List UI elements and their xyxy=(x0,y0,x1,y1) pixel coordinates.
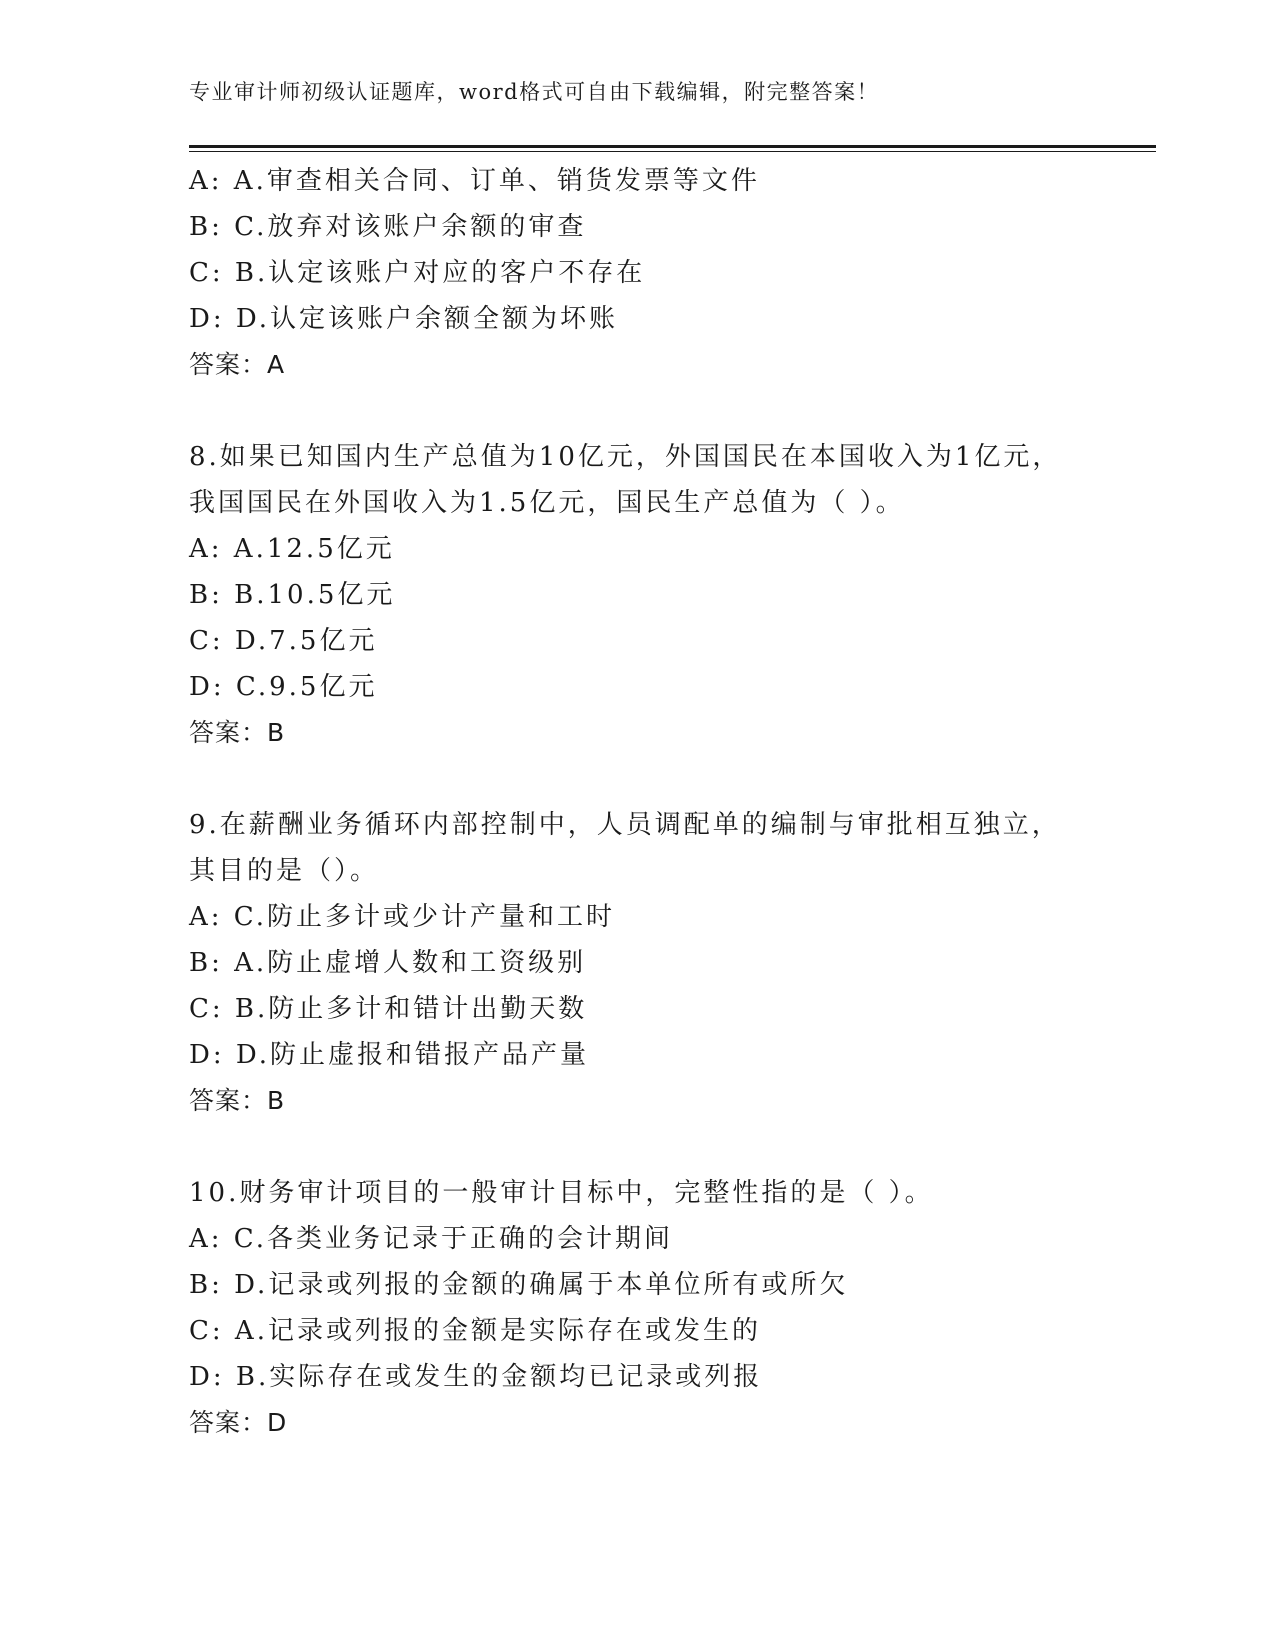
answer-line: 答案：B xyxy=(189,718,286,747)
option-c: C: B.防止多计和错计出勤天数 xyxy=(189,994,588,1024)
option-d: D: C.9.5亿元 xyxy=(189,672,378,702)
spacer xyxy=(189,1124,1179,1170)
question-stem: 10.财务审计项目的一般审计目标中，完整性指的是（ ）。 xyxy=(189,1178,934,1208)
question-7-block xyxy=(189,158,1179,388)
question-stem: 9.在薪酬业务循环内部控制中，人员调配单的编制与审批相互独立， xyxy=(189,810,1061,840)
question-stem: 8.如果已知国内生产总值为10亿元，外国国民在本国收入为1亿元， xyxy=(189,442,1062,472)
question-10-block xyxy=(189,1170,1179,1446)
option-a: A: A.12.5亿元 xyxy=(189,534,395,564)
spacer xyxy=(189,756,1179,802)
option-d: D: B.实际存在或发生的金额均已记录或列报 xyxy=(189,1362,763,1392)
option-b: B: B.10.5亿元 xyxy=(189,580,396,610)
header-rule-thick xyxy=(189,145,1156,148)
page-header: 专业审计师初级认证题库，word格式可自由下载编辑，附完整答案！ xyxy=(189,80,880,104)
spacer xyxy=(189,388,1179,434)
option-c: C: B.认定该账户对应的客户不存在 xyxy=(189,258,646,288)
question-stem: 其目的是（）。 xyxy=(189,856,380,886)
question-content xyxy=(189,158,1179,1446)
question-8-block xyxy=(189,434,1179,756)
answer-line: 答案：B xyxy=(189,1086,286,1115)
option-a: A: A.审查相关合同、订单、销货发票等文件 xyxy=(189,166,760,196)
header-rule-thin xyxy=(189,151,1156,152)
option-d: D: D.防止虚报和错报产品产量 xyxy=(189,1040,590,1070)
option-a: A: C.防止多计或少计产量和工时 xyxy=(189,902,616,932)
option-c: C: D.7.5亿元 xyxy=(189,626,378,656)
answer-line: 答案：D xyxy=(189,1408,288,1437)
question-stem: 我国国民在外国收入为1.5亿元，国民生产总值为（ ）。 xyxy=(189,488,905,518)
option-b: B: C.放弃对该账户余额的审查 xyxy=(189,212,587,242)
answer-line: 答案：A xyxy=(189,350,286,379)
option-b: B: D.记录或列报的金额的确属于本单位所有或所欠 xyxy=(189,1270,849,1300)
option-b: B: A.防止虚增人数和工资级别 xyxy=(189,948,587,978)
question-9-block xyxy=(189,802,1179,1124)
option-d: D: D.认定该账户余额全额为坏账 xyxy=(189,304,619,334)
option-c: C: A.记录或列报的金额是实际存在或发生的 xyxy=(189,1316,761,1346)
option-a: A: C.各类业务记录于正确的会计期间 xyxy=(189,1224,674,1254)
